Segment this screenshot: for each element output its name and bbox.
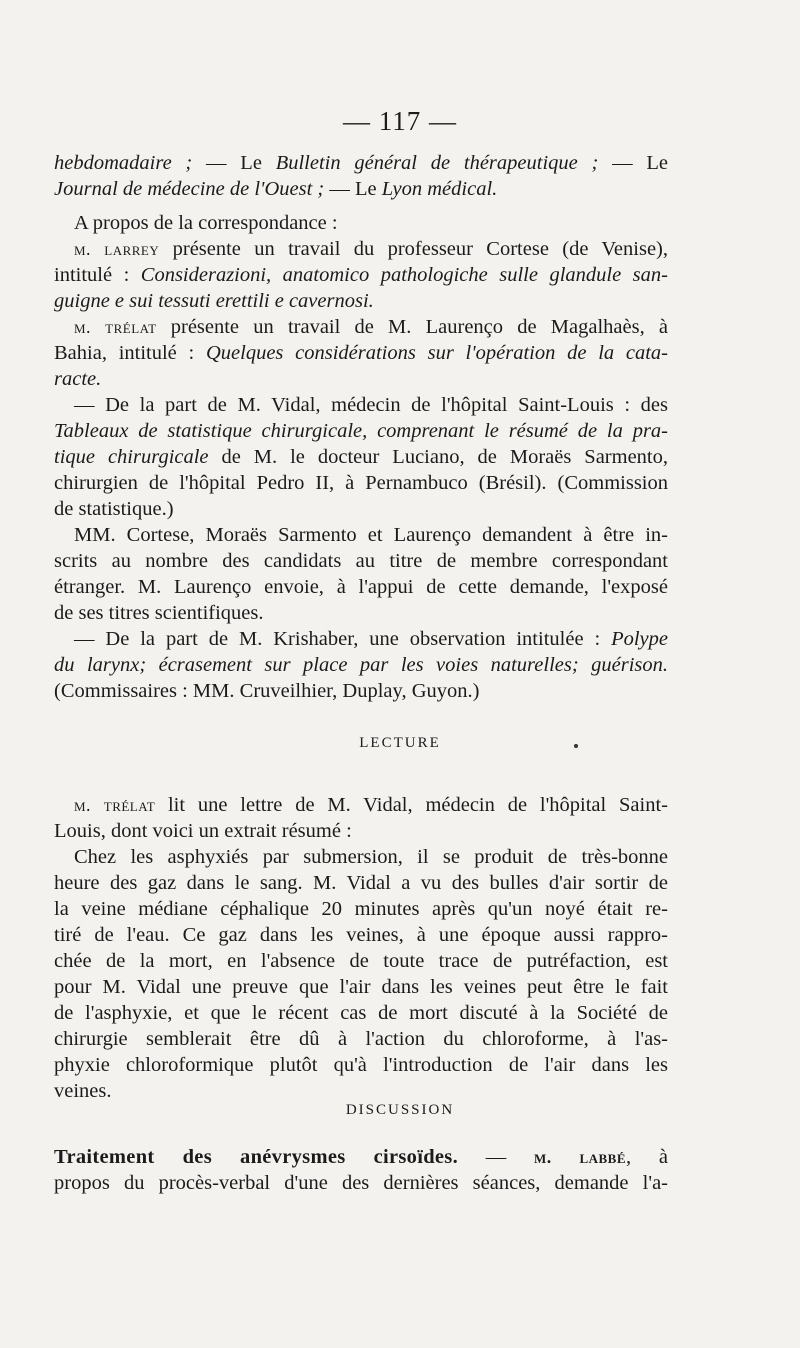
text-line: de statistique.) <box>54 498 174 520</box>
text-line: Tableaux de statistique chirurgicale, comprenant le résumé de la pra- <box>54 420 668 442</box>
speaker-name: m. trélat <box>74 795 156 815</box>
text-line: tique chirurgicale de M. le docteur Luciano, de Moraës Sarmento, <box>54 446 668 468</box>
ink-speck <box>574 744 578 748</box>
text-line: guigne e sui tessuti erettili e cavernosi. <box>54 290 374 312</box>
text-line: du larynx; écrasement sur place par les voies naturelles; guérison. <box>54 654 668 676</box>
section-heading-lecture: LECTURE <box>359 735 441 751</box>
speaker-name: m. larrey <box>74 239 160 259</box>
text-line: Louis, dont voici un extrait résumé : <box>54 820 352 842</box>
text-line: Chez les asphyxiés par submersion, il se produit de très-bonne <box>74 846 668 868</box>
text-line: m. larrey présente un travail du professeur Cortese (de Venise), <box>74 238 669 260</box>
page-number: — 117 — <box>343 106 457 136</box>
text-line: — De la part de M. Vidal, médecin de l'hôpital Saint-Louis : des <box>74 394 668 416</box>
speaker-name: m. labbé <box>534 1147 627 1167</box>
section-heading-discussion: DISCUSSION <box>345 1102 455 1118</box>
text-line: Bahia, intitulé : Quelques considérations sur l'opération de la cata- <box>54 342 669 364</box>
text-line: Journal de médecine de l'Ouest ; — Le Lyon médical. <box>54 178 498 200</box>
text-line: chirurgien de l'hôpital Pedro II, à Pernambuco (Brésil). (Commission <box>54 472 668 494</box>
text-line: chée de la mort, en l'absence de toute trace de putréfaction, est <box>54 950 668 972</box>
text-line: tiré de l'eau. Ce gaz dans les veines, à une époque aussi rappro- <box>54 924 668 946</box>
text-line: pour M. Vidal une preuve que l'air dans les veines peut être le fait <box>54 976 668 998</box>
text-line: chirurgie semblerait être dû à l'action du chloroforme, à l'as- <box>54 1028 668 1050</box>
text-line: intitulé : Considerazioni, anatomico pathologiche sulle glandule san- <box>54 264 668 286</box>
text-line: veines. <box>54 1080 112 1102</box>
text-line: heure des gaz dans le sang. M. Vidal a vu des bulles d'air sortir de <box>54 872 668 894</box>
text-line: m. trélat lit une lettre de M. Vidal, médecin de l'hôpital Saint- <box>74 794 668 816</box>
text-line: (Commissaires : MM. Cruveilhier, Duplay, Guyon.) <box>54 680 480 702</box>
text-line: A propos de la correspondance : <box>74 212 338 234</box>
text-line: MM. Cortese, Moraës Sarmento et Laurenço demandent à être in- <box>74 524 668 546</box>
speaker-name: m. trélat <box>74 317 157 337</box>
text-line: de l'asphyxie, et que le récent cas de mort discuté à la Société de <box>54 1002 668 1024</box>
text-line: racte. <box>54 368 102 390</box>
text-line: hebdomadaire ; — Le Bulletin général de thérapeutique ; — Le <box>54 152 669 174</box>
text-line: scrits au nombre des candidats au titre de membre correspondant <box>54 550 668 572</box>
text-line: étranger. M. Laurenço envoie, à l'appui de cette demande, l'exposé <box>54 576 668 598</box>
discussion-title: Traitement des anévrysmes cirsoïdes. <box>54 1146 458 1168</box>
text-line: de ses titres scientifiques. <box>54 602 264 624</box>
text-line: la veine médiane céphalique 20 minutes après qu'un noyé était re- <box>54 898 668 920</box>
text-line: Traitement des anévrysmes cirsoïdes. — m. labbé, à <box>54 1146 669 1168</box>
text-line: — De la part de M. Krishaber, une observation intitulée : Polype <box>74 628 668 650</box>
text-line: phyxie chloroformique plutôt qu'à l'introduction de l'air dans les <box>54 1054 668 1076</box>
text-line: m. trélat présente un travail de M. Laurenço de Magalhaès, à <box>74 316 668 338</box>
text-line: propos du procès-verbal d'une des dernières séances, demande l'a- <box>54 1172 668 1194</box>
